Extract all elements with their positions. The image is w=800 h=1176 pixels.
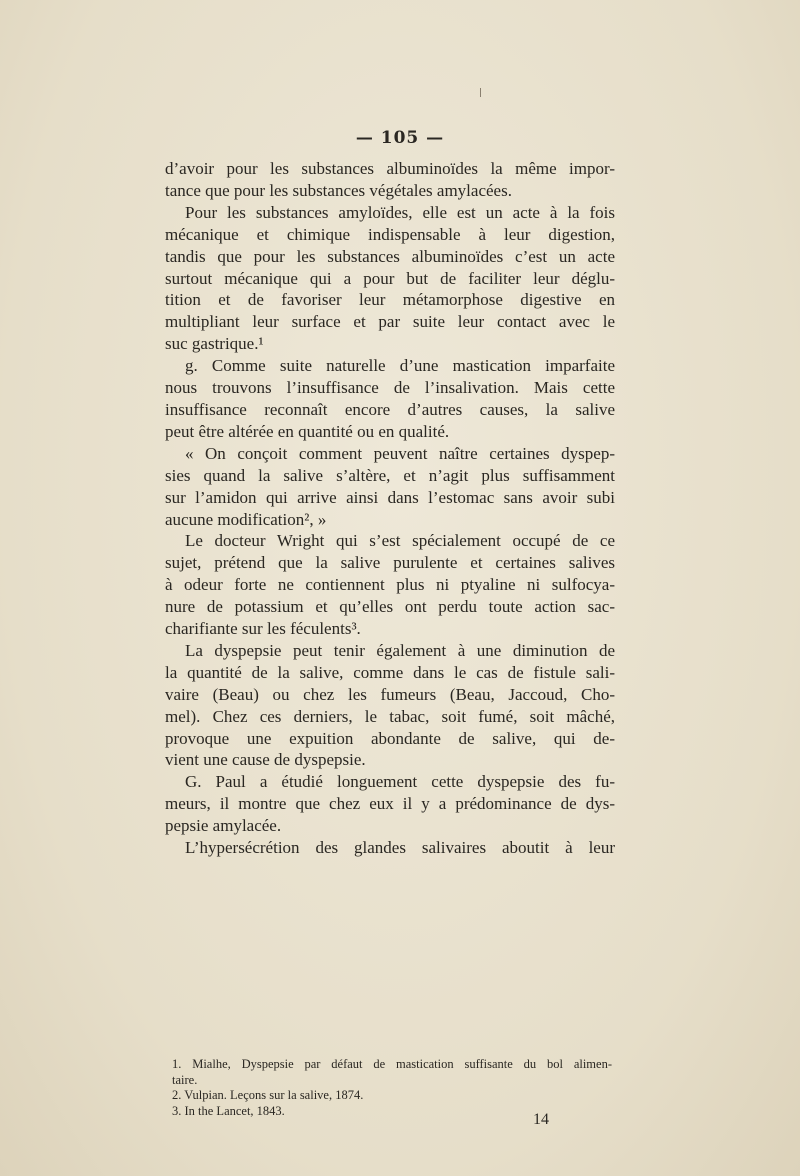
text-line: vaire (Beau) ou chez les fumeurs (Beau, Jaccoud, Cho- xyxy=(165,684,615,704)
footnote-continuation: taire. xyxy=(172,1072,198,1087)
text-line: « On conçoit comment peuvent naître certaines dyspep- xyxy=(185,443,615,463)
text-line: Le docteur Wright qui s’est spécialement occupé de ce xyxy=(185,531,615,551)
footnote: 2. Vulpian. Leçons sur la salive, 1874. xyxy=(172,1088,364,1102)
text-line: à odeur forte ne contiennent plus ni ptyaline ni sulfocya- xyxy=(165,575,615,595)
text-line: nous trouvons l’insuffisance de l’insalivation. Mais cette xyxy=(165,378,615,398)
text-line: la quantité de la salive, comme dans le cas de fistule sali- xyxy=(165,662,615,682)
text-line: peut être altérée en quantité ou en qualité. xyxy=(165,421,450,441)
text-line: suc gastrique.¹ xyxy=(165,334,264,354)
text-line: sur l’amidon qui arrive ainsi dans l’estomac sans avoir subi xyxy=(165,487,615,507)
text-line: d’avoir pour les substances albuminoïdes la même impor- xyxy=(165,159,615,178)
text-line: g. Comme suite naturelle d’une mastication imparfaite xyxy=(185,356,615,376)
text-line: pepsie amylacée. xyxy=(165,816,282,836)
text-line: sies quand la salive s’altère, et n’agit plus suffisamment xyxy=(165,465,615,485)
text-line: insuffisance reconnaît encore d’autres causes, la salive xyxy=(165,399,615,419)
text-line: provoque une expuition abondante de salive, qui de- xyxy=(165,728,615,748)
footnotes xyxy=(172,1057,612,1119)
text-line: Pour les substances amyloïdes, elle est un acte à la fois xyxy=(185,202,615,222)
text-line: mel). Chez ces derniers, le tabac, soit fumé, soit mâché, xyxy=(165,706,615,726)
signature-mark: 14 xyxy=(533,1111,549,1128)
text-line: surtout mécanique qui a pour but de faciliter leur déglu- xyxy=(165,268,615,288)
footnote: 3. In the Lancet, 1843. xyxy=(172,1103,285,1118)
text-line: charifiante sur les féculents³. xyxy=(165,619,361,639)
text-line: meurs, il montre que chez eux il y a prédominance de dys- xyxy=(165,794,615,814)
print-mark xyxy=(480,88,481,97)
text-line: tandis que pour les substances albuminoïdes c’est un acte xyxy=(165,246,615,266)
text-line: sujet, prétend que la salive purulente et certaines salives xyxy=(165,553,615,573)
text-line: aucune modification², » xyxy=(165,509,327,529)
text-line: tition et de favoriser leur métamorphose digestive en xyxy=(165,290,615,310)
text-line: multipliant leur surface et par suite leur contact avec le xyxy=(165,312,615,332)
text-line: tance que pour les substances végétales amylacées. xyxy=(165,180,512,200)
text-line: mécanique et chimique indispensable à leur digestion, xyxy=(165,224,615,244)
text-line: nure de potassium et qu’elles ont perdu toute action sac- xyxy=(165,597,615,617)
text-line: La dyspepsie peut tenir également à une diminution de xyxy=(185,640,615,660)
footnote: 1. Mialhe, Dyspepsie par défaut de mastication suffisante du bol alimen- xyxy=(172,1057,612,1071)
page-number: — 105 — xyxy=(355,128,445,148)
text-line: L’hypersécrétion des glandes salivaires aboutit à leur xyxy=(185,838,615,858)
text-line: G. Paul a étudié longuement cette dyspepsie des fu- xyxy=(185,772,615,792)
text-line: vient une cause de dyspepsie. xyxy=(165,750,366,770)
body-text xyxy=(165,158,615,859)
